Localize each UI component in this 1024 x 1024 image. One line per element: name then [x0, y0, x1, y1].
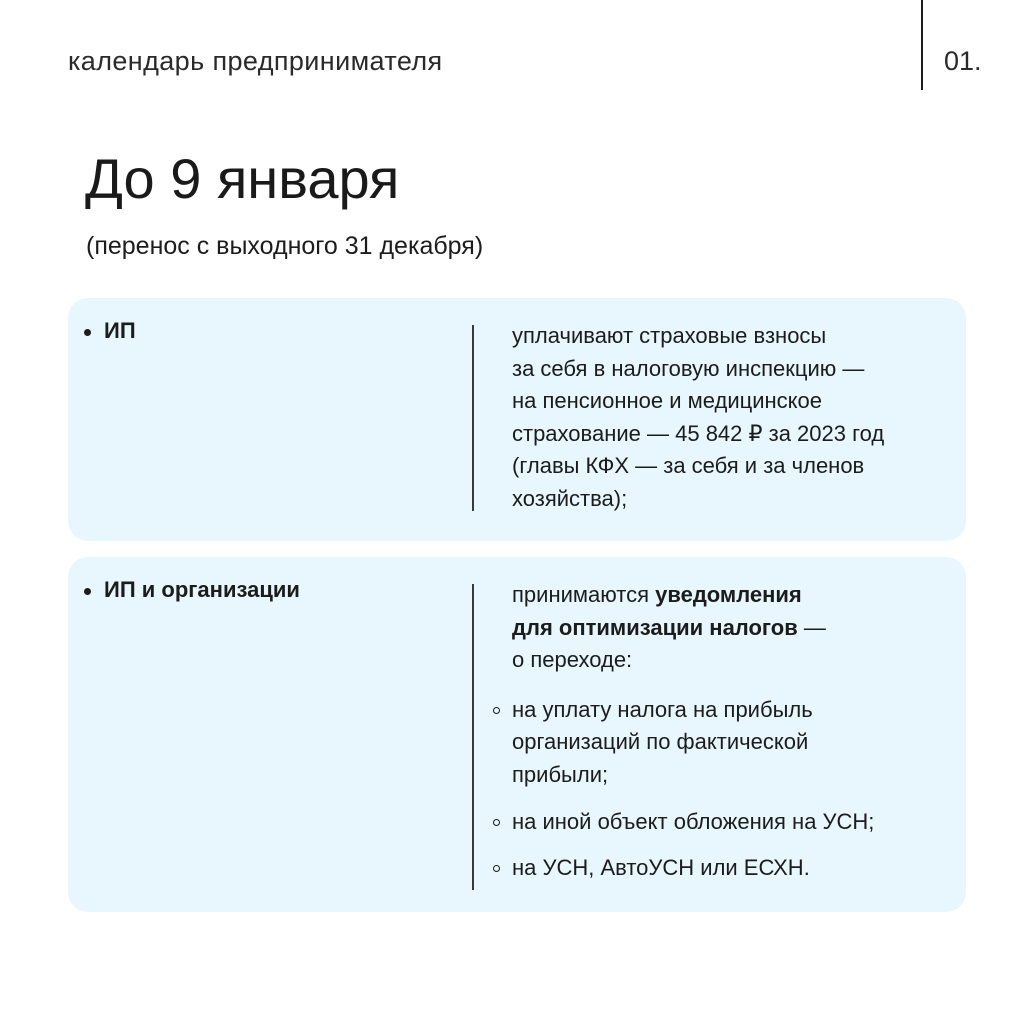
bullet-icon	[84, 329, 91, 336]
page-subtitle: (перенос с выходного 31 декабря)	[86, 232, 484, 260]
card-subject	[84, 577, 300, 603]
header-divider	[921, 0, 923, 90]
description-line	[512, 579, 952, 612]
circle-bullet-icon	[493, 707, 500, 714]
circle-bullet-icon	[493, 819, 500, 826]
description-line: (главы КФХ — за себя и за членов	[512, 453, 865, 479]
card-description	[512, 579, 952, 899]
list-item	[512, 694, 952, 792]
card-subject	[84, 318, 136, 344]
event-card-ip	[68, 298, 966, 541]
bullet-icon	[84, 588, 91, 595]
intro-bold-text: для оптимизации налогов	[512, 614, 798, 640]
description-line: за себя в налоговую инспекцию —	[512, 355, 865, 381]
intro-prefix: принимаются	[512, 582, 656, 607]
options-list	[512, 694, 952, 885]
header-label: календарь предпринимателя	[68, 46, 443, 76]
card-subject-label: ИП и организации	[104, 577, 300, 602]
list-item	[512, 852, 952, 885]
event-card-ip-and-organizations	[68, 557, 966, 912]
description-line: уплачивают страховые взносы	[512, 323, 827, 348]
page-number: 01.	[944, 46, 982, 76]
list-item-line: на УСН, АвтоУСН или ЕСХН.	[512, 855, 810, 881]
circle-bullet-icon	[493, 865, 500, 872]
page-title: До 9 января	[85, 147, 400, 210]
card-divider	[472, 584, 474, 890]
list-item-line: прибыли;	[512, 761, 609, 787]
description-line	[512, 612, 952, 645]
list-item	[512, 806, 952, 839]
intro-bold-text: уведомления	[655, 582, 802, 607]
intro-suffix: —	[797, 614, 826, 640]
description-line: страхование — 45 842 ₽ за 2023 год	[512, 420, 885, 446]
description-line: о переходе:	[512, 647, 633, 673]
list-item-line: организаций по фактической	[512, 729, 809, 755]
card-description	[512, 320, 952, 516]
card-subject-label: ИП	[104, 318, 136, 343]
list-item-line: на уплату налога на прибыль	[512, 696, 813, 722]
description-line: на пенсионное и медицинское	[512, 388, 822, 414]
list-item-line: на иной объект обложения на УСН;	[512, 808, 875, 834]
description-line: хозяйства);	[512, 485, 628, 511]
card-divider	[472, 325, 474, 511]
